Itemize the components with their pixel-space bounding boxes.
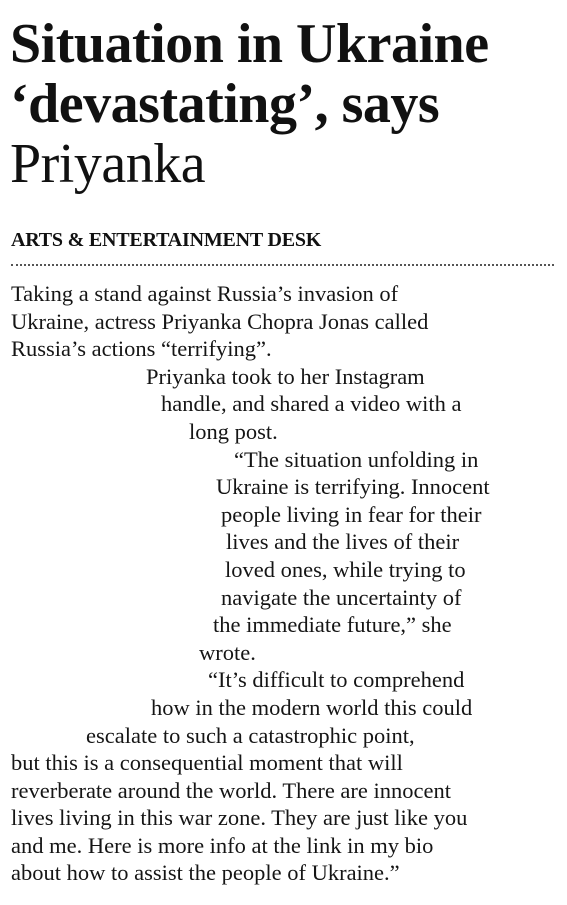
byline-desk: ARTS & ENTERTAINMENT DESK: [11, 229, 322, 251]
dotted-divider: [11, 264, 554, 266]
body-line: “The situation unfolding in: [234, 446, 479, 472]
body-line: Ukraine is terrifying. Innocent: [216, 474, 490, 500]
headline-line-1: Situation in Ukraine: [10, 13, 489, 75]
body-line: about how to assist the people of Ukraine.”: [11, 860, 400, 886]
body-line: handle, and shared a video with a: [161, 391, 462, 417]
body-line: “It’s difficult to comprehend: [208, 667, 465, 693]
body-line: and me. Here is more info at the link in my bio: [11, 832, 434, 858]
body-line: how in the modern world this could: [151, 694, 473, 720]
body-line: reverberate around the world. There are innocent: [11, 777, 451, 803]
body-line: escalate to such a catastrophic point,: [86, 722, 415, 748]
body-line: long post.: [189, 418, 278, 444]
body-line: Priyanka took to her Instagram: [146, 363, 425, 389]
body-line: the immediate future,” she: [213, 612, 452, 638]
body-line: loved ones, while trying to: [225, 556, 466, 582]
headline-line-2: ‘devastating’, says: [10, 73, 440, 135]
body-line: Ukraine, actress Priyanka Chopra Jonas called: [11, 308, 429, 334]
body-line: lives and the lives of their: [226, 529, 460, 555]
body-line: Russia’s actions “terrifying”.: [11, 336, 272, 362]
body-line: people living in fear for their: [221, 501, 482, 527]
body-line: navigate the uncertainty of: [221, 584, 462, 610]
body-line: lives living in this war zone. They are just like you: [11, 805, 468, 831]
headline: [10, 14, 565, 194]
body-line: but this is a consequential moment that will: [11, 750, 403, 776]
headline-line-3: Priyanka: [10, 133, 206, 195]
body-line: Taking a stand against Russia’s invasion of: [11, 281, 399, 306]
article-body: [0, 280, 567, 887]
body-line: wrote.: [199, 639, 256, 665]
